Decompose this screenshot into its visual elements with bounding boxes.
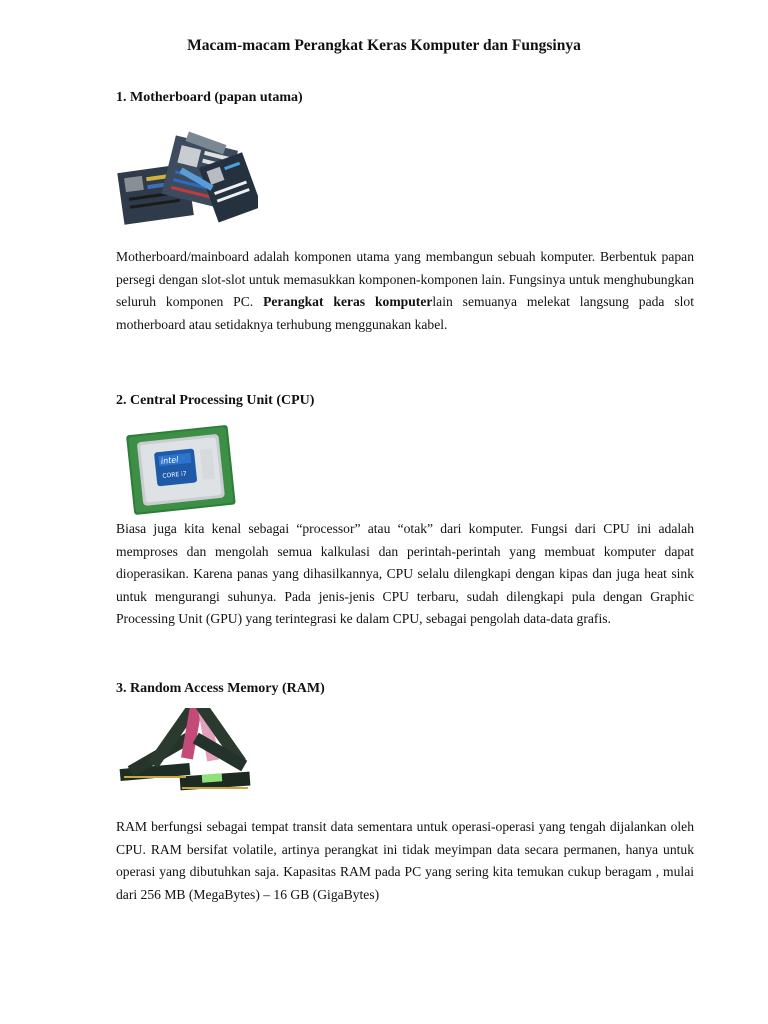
cpu-model-text: CORE i7 <box>162 470 187 480</box>
document-title: Macam-macam Perangkat Keras Komputer dan Fungsinya <box>187 37 581 54</box>
paragraph-ram: RAM berfungsi sebagai tempat transit data sementara untuk operasi-operasi yang tengah dijalankan oleh CPU. RAM bersifat volatile, artinya perangkat ini tidak meyimpan data secara permanen, hanya untuk operasi yang dibutuhkan saja. Kapasitas RAM pada PC yang sering kita temukan cukup beragam , mulai dari 256 MB (MegaBytes) – 16 GB (GigaBytes) <box>116 819 694 902</box>
motherboards-photo <box>116 130 258 228</box>
heading-ram: 3. Random Access Memory (RAM) <box>116 681 325 696</box>
paragraph-cpu: Biasa juga kita kenal sebagai “processor” atau “otak” dari komputer. Fungsi dari CPU ini adalah memproses dan mengolah semua kalkulasi dan perintah-perintah yang membuat komputer dapat dioperasikan. Karena panas yang dihasilkannya, CPU selalu dilengkapi dengan kipas dan juga heat sink untuk mengurangi suhunya. Pada jenis-jenis CPU terbaru, sudah dilengkapi pula dengan Graphic Processing Unit (GPU) yang terintegrasi ke dalam CPU, sebagai pengolah data-data grafis. <box>116 521 694 627</box>
heading-cpu: 2. Central Processing Unit (CPU) <box>116 393 315 408</box>
paragraph-motherboard <box>116 246 694 336</box>
paragraph-motherboard-bold-link: Perangkat keras komputer <box>263 294 433 310</box>
paragraph-motherboard-text-b: lain semuanya melekat langsung pada slot motherboard atau setidaknya terhubung menggunakan kabel. <box>116 294 694 332</box>
cpu-brand-text: intel <box>160 455 179 466</box>
intel-core-i7-cpu-photo <box>116 422 244 520</box>
heading-motherboard: 1. Motherboard (papan utama) <box>116 90 303 105</box>
ram-modules-photo <box>116 708 252 800</box>
paragraph-motherboard-text-a: Motherboard/mainboard adalah komponen utama yang membangun sebuah komputer. Berbentuk papan persegi dengan slot-slot untuk memasukkan komponen-komponen lain. Fungsinya untuk menghubungkan seluruh komponen PC. <box>116 249 694 310</box>
